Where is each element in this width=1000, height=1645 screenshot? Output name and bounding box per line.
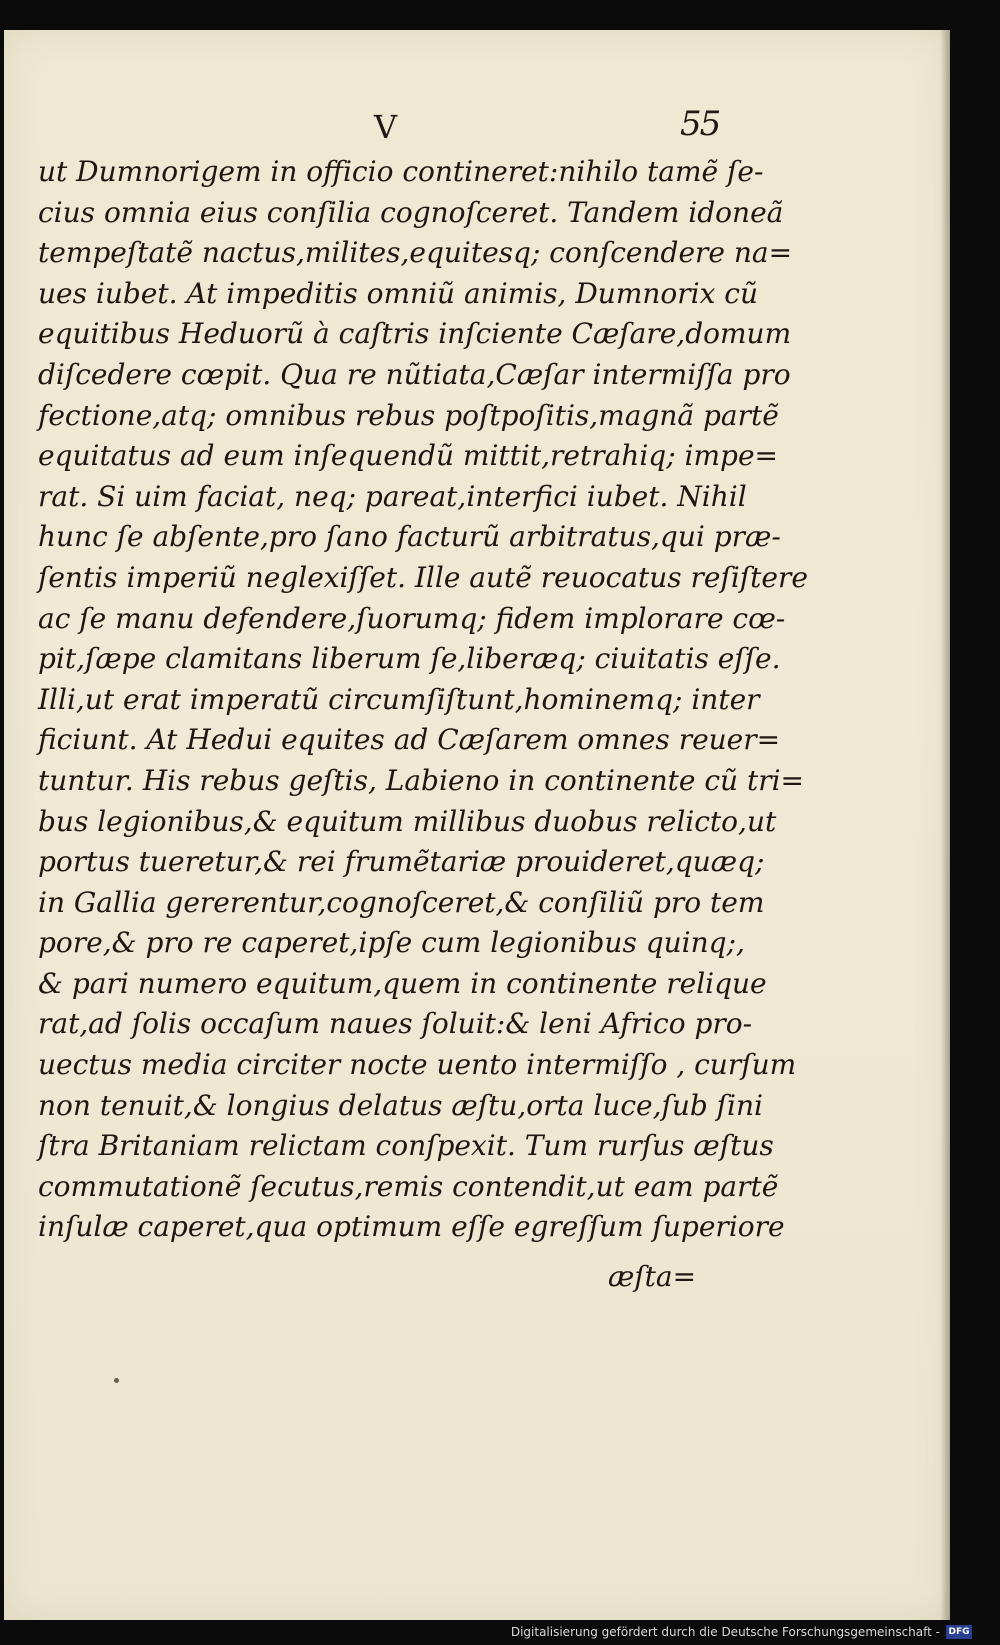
text-line: ſentis imperiũ neglexiſſet. Ille autẽ reuocatus reſiſtere	[38, 560, 808, 594]
text-line: rat,ad ſolis occaſum naues ſoluit:& leni Africo pro-	[38, 1007, 753, 1041]
text-line: equitibus Heduorũ à caſtris inſciente Cæſare,domum	[38, 317, 792, 351]
text-line: tuntur. His rebus geſtis, Labieno in continente cũ tri=	[38, 763, 804, 797]
text-line: pore,& pro re caperet,ipſe cum legionibus quinq;,	[38, 926, 745, 960]
text-line: portus tueretur,& rei frumẽtariæ prouideret,quæq;	[38, 845, 765, 879]
text-line: diſcedere cœpit. Qua re nũtiata,Cæſar intermiſſa pro	[38, 357, 791, 391]
dfg-logo-icon: DFG	[946, 1625, 972, 1639]
text-line: pit,ſæpe clamitans liberum ſe,liberæq; ciuitatis eſſe.	[38, 642, 781, 676]
text-line: uectus media circiter nocte uento intermiſſo , curſum	[38, 1048, 797, 1082]
page-number: 55	[680, 104, 720, 144]
page-edge-shadow	[940, 30, 950, 1620]
funding-credit: Digitalisierung gefördert durch die Deutsche Forschungsgemeinschaft -	[510, 1625, 940, 1639]
text-line: Illi,ut erat imperatũ circumſiſtunt,hominemq; inter	[38, 682, 760, 716]
text-line: ac ſe manu defendere,ſuorumq; fidem implorare cœ-	[38, 601, 786, 635]
text-line: ut Dumnorigem in officio contineret:nihilo tamẽ ſe-	[38, 155, 764, 188]
text-line: non tenuit,& longius delatus æſtu,orta luce,ſub ſini	[38, 1088, 763, 1122]
text-line: bus legionibus,& equitum millibus duobus relicto,ut	[38, 804, 777, 838]
text-line: hunc ſe abſente,pro ſano facturũ arbitratus,qui præ-	[38, 520, 781, 554]
text-line: tempeſtatẽ nactus,milites,equitesq; conſcendere na=	[38, 236, 793, 270]
text-line: fectione,atq; omnibus rebus poſtpoſitis,magnã partẽ	[38, 398, 779, 432]
text-line: rat. Si uim faciat, neq; pareat,interfici iubet. Nihil	[38, 479, 747, 513]
catchword: æſta=	[608, 1260, 697, 1293]
text-line: in Gallia gererentur,cognoſceret,& conſiliũ pro tem	[38, 885, 765, 919]
body-text	[38, 152, 808, 1248]
book-page	[4, 30, 950, 1620]
text-line: inſulæ caperet,qua optimum eſſe egreſſum ſuperiore	[38, 1210, 785, 1244]
footer-bar	[0, 1620, 1000, 1645]
text-line: ficiunt. At Hedui equites ad Cæſarem omnes reuer=	[38, 723, 781, 757]
paper-speck	[114, 1378, 119, 1383]
text-line: ues iubet. At impeditis omniũ animis, Dumnorix cũ	[38, 276, 759, 310]
signature-mark: V	[374, 108, 398, 146]
text-line: cius omnia eius conſilia cognoſceret. Tandem idoneã	[38, 195, 784, 229]
text-line: ſtra Britaniam relictam conſpexit. Tum rurſus æſtus	[38, 1129, 774, 1163]
text-line: commutationẽ ſecutus,remis contendit,ut eam partẽ	[38, 1169, 779, 1203]
text-line: & pari numero equitum,quem in continente relique	[38, 966, 767, 1000]
text-line: equitatus ad eum inſequendũ mittit,retrahiq; impe=	[38, 439, 779, 473]
